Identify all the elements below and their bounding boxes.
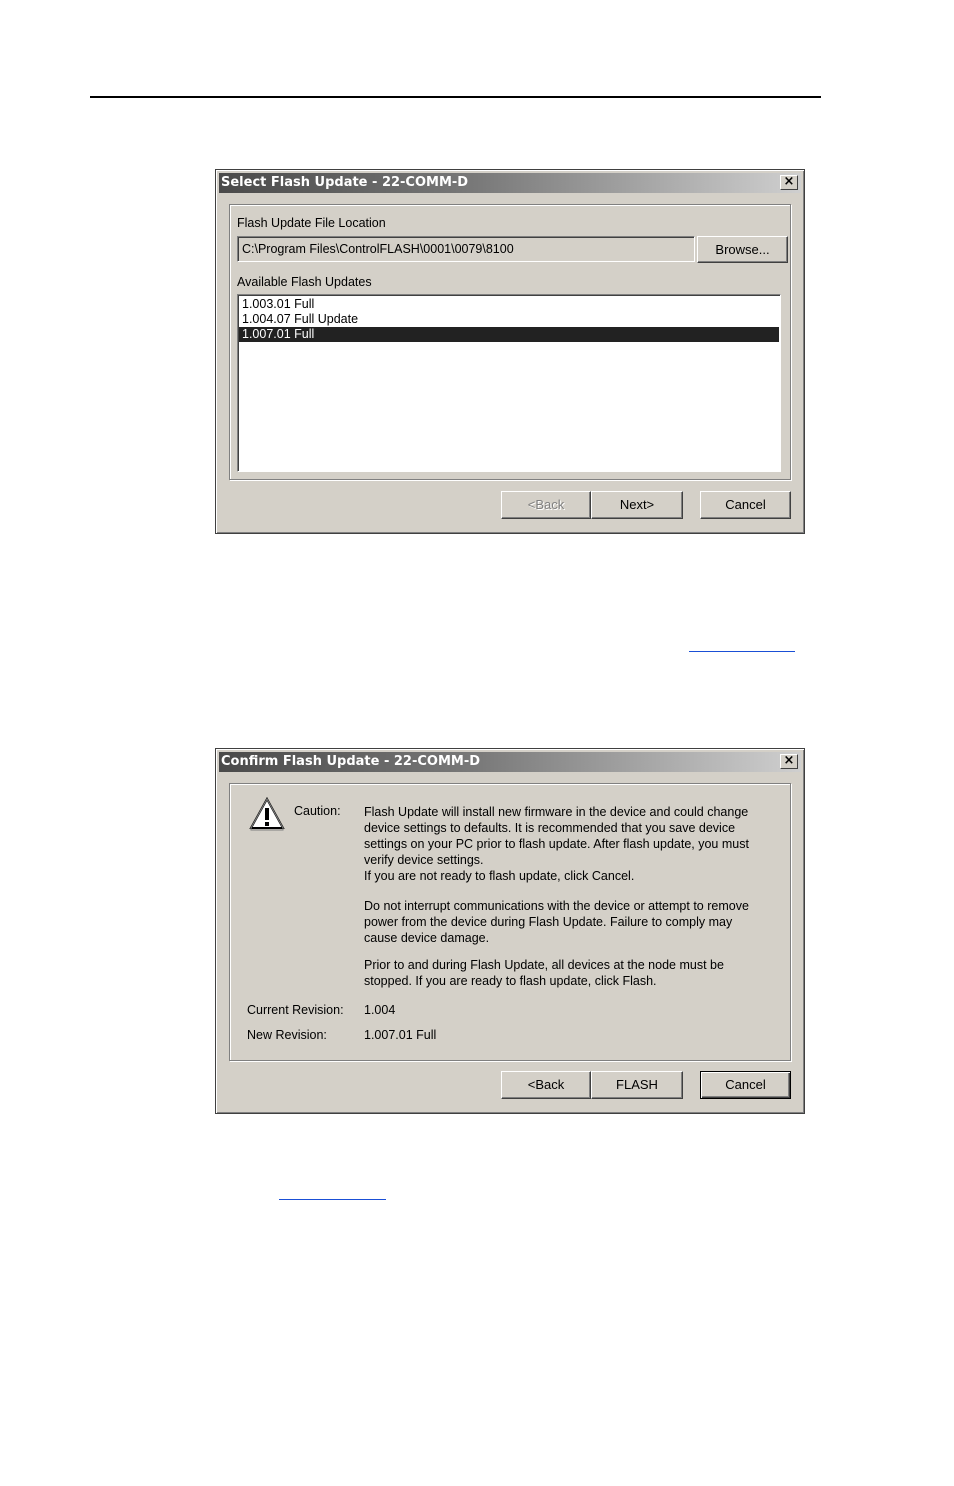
file-location-label: Flash Update File Location — [237, 216, 386, 230]
page-header-rule — [90, 96, 821, 98]
cancel-button[interactable]: Cancel — [700, 1071, 791, 1099]
back-button[interactable]: <Back — [501, 1071, 591, 1099]
list-item[interactable]: 1.004.07 Full Update — [242, 312, 359, 326]
available-updates-list[interactable] — [237, 294, 781, 472]
hyperlink-underline[interactable] — [689, 651, 795, 652]
close-icon[interactable]: × — [780, 175, 798, 190]
close-icon[interactable]: × — [780, 754, 798, 769]
dialog-title-bar — [219, 752, 801, 772]
caution-line: cause device damage. — [364, 931, 490, 945]
caution-line: power from the device during Flash Update. Failure to comply may — [364, 915, 733, 929]
browse-button[interactable]: Browse... — [697, 236, 788, 263]
list-item[interactable]: 1.003.01 Full — [242, 297, 315, 311]
caution-line: Do not interrupt communications with the device or attempt to remove — [364, 899, 749, 913]
caution-line: Flash Update will install new firmware in the device and could change — [364, 805, 749, 819]
back-button[interactable]: <Back — [501, 491, 591, 519]
caution-paragraph-2 — [364, 898, 784, 946]
caution-line: Prior to and during Flash Update, all devices at the node must be — [364, 958, 724, 972]
caution-label: Caution: — [294, 804, 341, 818]
next-button[interactable]: Next> — [591, 491, 683, 519]
caution-line: If you are not ready to flash update, click Cancel. — [364, 869, 635, 883]
caution-line: settings on your PC prior to flash update. After flash update, you must — [364, 837, 749, 851]
cancel-button[interactable]: Cancel — [700, 491, 791, 519]
flash-button[interactable]: FLASH — [591, 1071, 683, 1099]
hyperlink-underline[interactable] — [279, 1199, 386, 1200]
file-location-field[interactable]: C:\Program Files\ControlFLASH\0001\0079\8100 — [237, 236, 695, 262]
caution-line: verify device settings. — [364, 853, 484, 867]
list-item[interactable]: 1.007.01 Full — [239, 327, 779, 342]
new-revision-value: 1.007.01 Full — [364, 1028, 437, 1042]
warning-triangle-icon — [248, 796, 286, 832]
new-revision-label: New Revision: — [247, 1028, 327, 1042]
caution-paragraph-3 — [364, 957, 784, 989]
current-revision-value: 1.004 — [364, 1003, 396, 1017]
available-updates-label: Available Flash Updates — [237, 275, 372, 289]
current-revision-label: Current Revision: — [247, 1003, 344, 1017]
confirm-flash-update-dialog — [215, 748, 805, 1114]
caution-line: stopped. If you are ready to flash update, click Flash. — [364, 974, 657, 988]
dialog-title: Confirm Flash Update - 22-COMM-D — [221, 754, 481, 769]
dialog-title-bar — [219, 173, 801, 193]
caution-line: device settings to defaults. It is recommended that you save device — [364, 821, 736, 835]
caution-paragraph-1 — [364, 804, 784, 884]
select-flash-update-dialog — [215, 169, 805, 534]
dialog-title: Select Flash Update - 22-COMM-D — [221, 175, 469, 190]
